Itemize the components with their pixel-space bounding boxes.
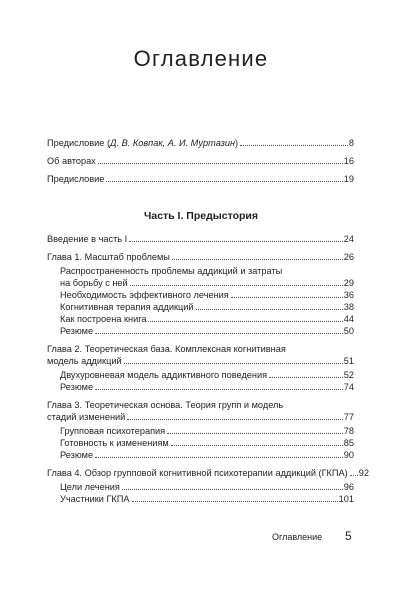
dot-leader [98, 163, 343, 164]
toc-entry-label: Когнитивная терапия аддикций [60, 302, 194, 312]
toc-page-number: 38 [343, 302, 354, 312]
dot-leader [130, 285, 343, 286]
toc-entry-summary-ch2[interactable] [47, 381, 354, 393]
toc-entry-label-line1: Глава 3. Теоретическая основа. Теория групп и модель [47, 400, 284, 410]
dot-leader [240, 145, 348, 146]
toc-entry-participants[interactable] [47, 493, 354, 505]
toc-entry-label: Введение в часть I [47, 234, 128, 244]
toc-page-number: 26 [343, 252, 354, 262]
page-title: Оглавление [133, 46, 269, 71]
toc-chapter-2[interactable] [47, 343, 354, 367]
toc-entry-two-level-model[interactable] [47, 369, 354, 381]
toc-entry-readiness[interactable] [47, 437, 354, 449]
toc-entry-label: Резюме [60, 326, 94, 336]
dot-leader [132, 501, 338, 502]
toc-entry-label: Двухуровневая модель аддиктивного поведения [60, 370, 268, 380]
toc-chapter-4[interactable] [47, 467, 369, 479]
toc-page-number: 16 [343, 156, 354, 166]
toc-page-number: 19 [343, 174, 354, 184]
dot-leader [172, 259, 343, 260]
toc-entry-label: Глава 1. Масштаб проблемы [47, 252, 170, 262]
front-matter-list [47, 137, 354, 185]
toc-page-number: 44 [343, 314, 354, 324]
dot-leader [122, 489, 343, 490]
toc-entry-label: Готовность к изменениям [60, 438, 169, 448]
dot-leader [148, 321, 342, 322]
toc-entry-intro[interactable] [47, 233, 354, 245]
toc-entry-label: Об авторах [47, 156, 96, 166]
toc-entry-label-line2: стадий изменений [47, 412, 126, 422]
dot-leader [106, 181, 342, 182]
dot-leader [129, 241, 343, 242]
dot-leader [167, 433, 343, 434]
dot-leader [269, 377, 343, 378]
toc-page-number: 85 [343, 438, 354, 448]
dot-leader [350, 475, 358, 476]
toc-page-number: 8 [348, 138, 354, 148]
toc-page-number: 24 [343, 234, 354, 244]
toc-page-number: 51 [343, 356, 354, 366]
toc-entry-book-structure[interactable] [47, 313, 354, 325]
part-title: Часть I. Предыстория [143, 210, 258, 222]
dot-leader [124, 363, 343, 364]
toc-entry-preface-editors[interactable] [47, 137, 354, 149]
page-number: 5 [345, 529, 352, 543]
dot-leader [127, 419, 342, 420]
toc-page-number: 52 [343, 370, 354, 380]
toc-entry-label: Предисловие [47, 174, 105, 184]
toc-entry-label: Необходимость эффективного лечения [60, 290, 229, 300]
toc-entry-group-therapy[interactable] [47, 425, 354, 437]
toc-entry-label: Резюме [60, 382, 94, 392]
toc-page-number: 50 [343, 326, 354, 336]
toc-page-number: 29 [343, 278, 354, 288]
toc-entry-label: Резюме [60, 450, 94, 460]
toc-entry-prevalence[interactable] [47, 265, 354, 289]
toc-entry-label-line2: модель аддикций [47, 356, 122, 366]
toc-page-number: 36 [343, 290, 354, 300]
toc-entry-summary-ch3[interactable] [47, 449, 354, 461]
dot-leader [95, 389, 343, 390]
dot-leader [171, 445, 343, 446]
toc-page-number: 77 [343, 412, 354, 422]
toc-page-number: 90 [343, 450, 354, 460]
toc-entry-label: Участники ГКПА [60, 494, 130, 504]
toc-entry-about-authors[interactable] [47, 155, 354, 167]
toc-entry-label: Предисловие (Д. В. Ковпак, А. И. Муртазин) [47, 138, 239, 148]
dot-leader [196, 309, 343, 310]
running-footer: Оглавление [272, 532, 323, 542]
toc-entry-label-line1: Глава 2. Теоретическая база. Комплексная когнитивная [47, 344, 286, 354]
toc-chapter-3[interactable] [47, 399, 354, 423]
toc-entry-label-line2: на борьбу с ней [60, 278, 128, 288]
toc-entry-label: Групповая психотерапия [60, 426, 166, 436]
dot-leader [95, 333, 343, 334]
toc-entry-treatment-need[interactable] [47, 289, 354, 301]
toc-entry-label: Цели лечения [60, 482, 120, 492]
toc-chapter-1[interactable] [47, 251, 354, 263]
toc-page-number: 96 [343, 482, 354, 492]
toc-entry-preface[interactable] [47, 173, 354, 185]
toc-page-number: 92 [358, 468, 369, 478]
toc-entry-treatment-goals[interactable] [47, 481, 354, 493]
dot-leader [231, 297, 343, 298]
toc-entry-label-line1: Распространенность проблемы аддикций и затраты [60, 266, 283, 276]
toc-page-number: 101 [338, 494, 354, 504]
toc-page-number: 74 [343, 382, 354, 392]
toc-page-number: 78 [343, 426, 354, 436]
part-one-list [47, 233, 369, 505]
toc-entry-label: Глава 4. Обзор групповой когнитивной психотерапии аддикций (ГКПА) [47, 468, 348, 478]
dot-leader [95, 457, 343, 458]
toc-entry-label: Как построена книга [60, 314, 147, 324]
toc-entry-summary-ch1[interactable] [47, 325, 354, 337]
toc-entry-cognitive-therapy[interactable] [47, 301, 354, 313]
